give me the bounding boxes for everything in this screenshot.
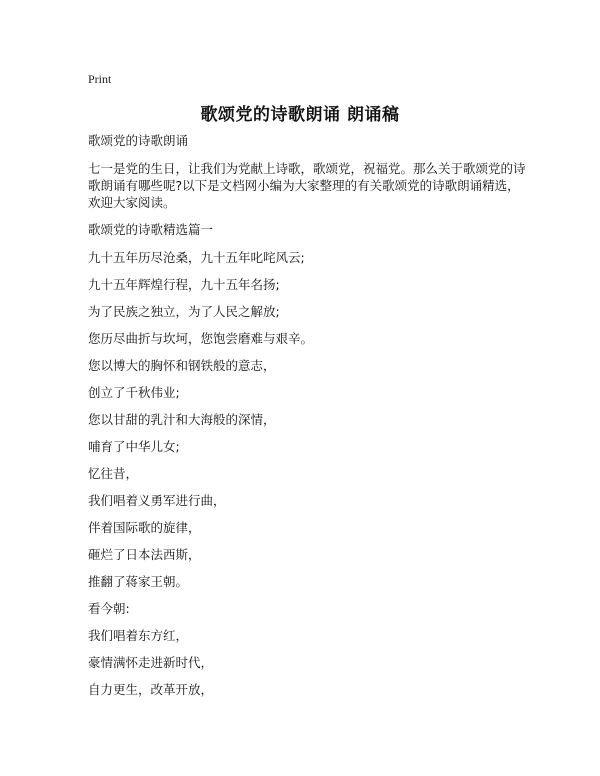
poem-line: 我们唱着义勇军进行曲，	[88, 493, 226, 508]
poem-line: 忆往昔，	[88, 466, 139, 481]
poem-line: 您以博大的胸怀和钢铁般的意志，	[88, 358, 276, 373]
poem-line: 自力更生，改革开放，	[88, 682, 214, 697]
poem-line: 为了民族之独立，为了人民之解放;	[88, 304, 280, 319]
article-subtitle: 歌颂党的诗歌朗诵	[88, 133, 189, 148]
poem-line: 创立了千秋伟业;	[88, 385, 180, 400]
poem-line: 九十五年辉煌行程，九十五年名扬;	[88, 277, 280, 292]
section-heading: 歌颂党的诗歌精选篇一	[88, 222, 214, 237]
poem-line: 哺育了中华儿女;	[88, 439, 180, 454]
article-intro: 七一是党的生日，让我们为党献上诗歌，歌颂党，祝福党。那么关于歌颂党的诗歌朗诵有哪些呢?以下是文档网小编为大家整理的有关歌颂党的诗歌朗诵精选，欢迎大家阅读。	[88, 161, 526, 210]
poem-line: 您以甘甜的乳汁和大海般的深情，	[88, 412, 276, 427]
poem-line: 推翻了蒋家王朝。	[88, 574, 189, 589]
poem-line: 您历尽曲折与坎坷，您饱尝磨难与艰辛。	[88, 331, 314, 346]
poem-line: 豪情满怀走进新时代，	[88, 655, 214, 670]
poem-line: 砸烂了日本法西斯，	[88, 547, 201, 562]
poem-line: 伴着国际歌的旋律，	[88, 520, 201, 535]
poem-line: 我们唱着东方红，	[88, 628, 189, 643]
article-body	[88, 132, 528, 708]
poem-line: 九十五年历尽沧桑，九十五年叱咤风云;	[88, 250, 305, 265]
print-label: Print	[88, 72, 112, 86]
poem-line: 看今朝:	[88, 601, 130, 616]
page-title: 歌颂党的诗歌朗诵 朗诵稿	[200, 105, 400, 125]
